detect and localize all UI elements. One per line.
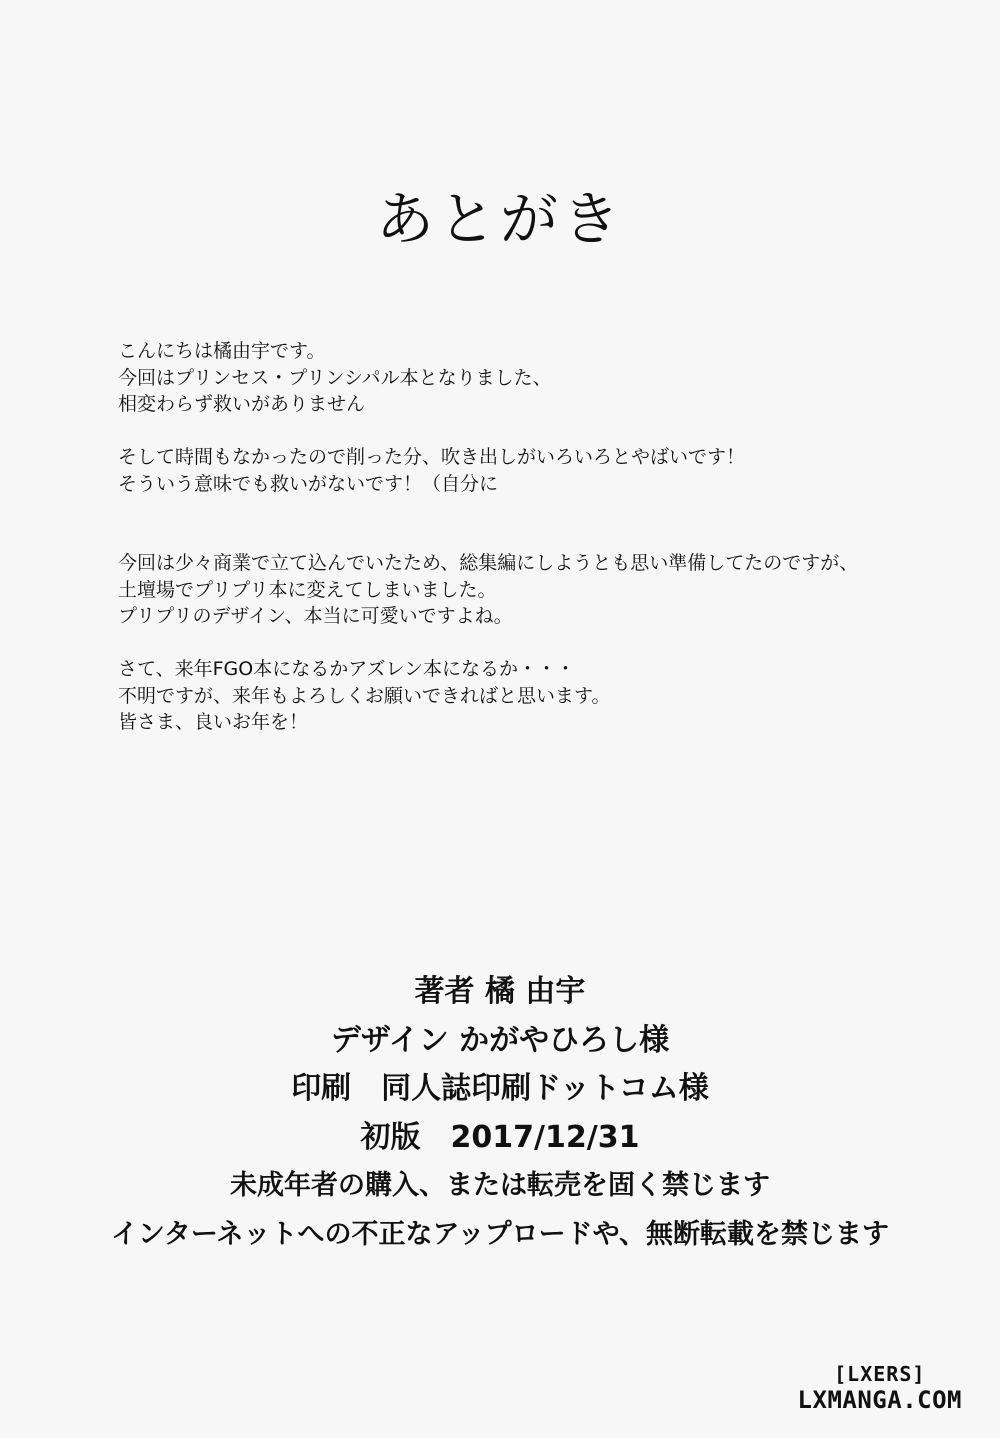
afterword-body <box>118 338 918 762</box>
watermark-bottom: LXMANGA.COM <box>797 1386 962 1414</box>
colophon <box>0 968 1000 1259</box>
paragraph-next-year <box>118 656 918 736</box>
watermark-top: [LXERS] <box>834 1362 926 1386</box>
text-line: 相変わらず救いがありません <box>118 393 366 415</box>
text-line: プリプリのデザイン、本当に可愛いですよね。 <box>118 605 513 627</box>
page-title: あとがき <box>375 185 624 253</box>
notice-upload: インターネットへの不正なアップロードや、無断転載を禁じます <box>110 1218 890 1250</box>
credit-print: 印刷 同人誌印刷ドットコム様 <box>291 1071 709 1106</box>
text-line: そういう意味でも救いがないです！（自分に <box>118 472 499 495</box>
text-line: 不明ですが、来年もよろしくお願いできればと思います。 <box>118 684 611 707</box>
paragraph-greeting <box>118 338 918 418</box>
text-line: さて、来年FGO本になるかアズレン本になるか・・・ <box>118 658 575 680</box>
text-line: 今回は少々商業で立て込んでいたため、総集編にしようとも思い準備してたのですが、 <box>118 552 859 574</box>
credit-design: デザイン かがやひろし様 <box>330 1022 670 1058</box>
text-line: 皆さま、良いお年を！ <box>118 711 309 733</box>
notice-resale: 未成年者の購入、または転売を固く禁じます <box>230 1170 770 1201</box>
paragraph-commercial <box>118 550 918 630</box>
credit-author: 著者 橘 由宇 <box>414 974 586 1009</box>
credit-edition: 初版 2017/12/31 <box>360 1119 640 1155</box>
watermark <box>798 1362 962 1414</box>
text-line: こんにちは橘由宇です。 <box>118 340 326 362</box>
paragraph-time <box>118 444 918 497</box>
text-line: 土壇場でプリプリ本に変えてしまいました。 <box>118 578 497 601</box>
text-line: 今回はプリンセス・プリンシパル本となりました、 <box>118 366 552 389</box>
text-line: そして時間もなかったので削った分、吹き出しがいろいろとやばいです！ <box>118 446 746 468</box>
